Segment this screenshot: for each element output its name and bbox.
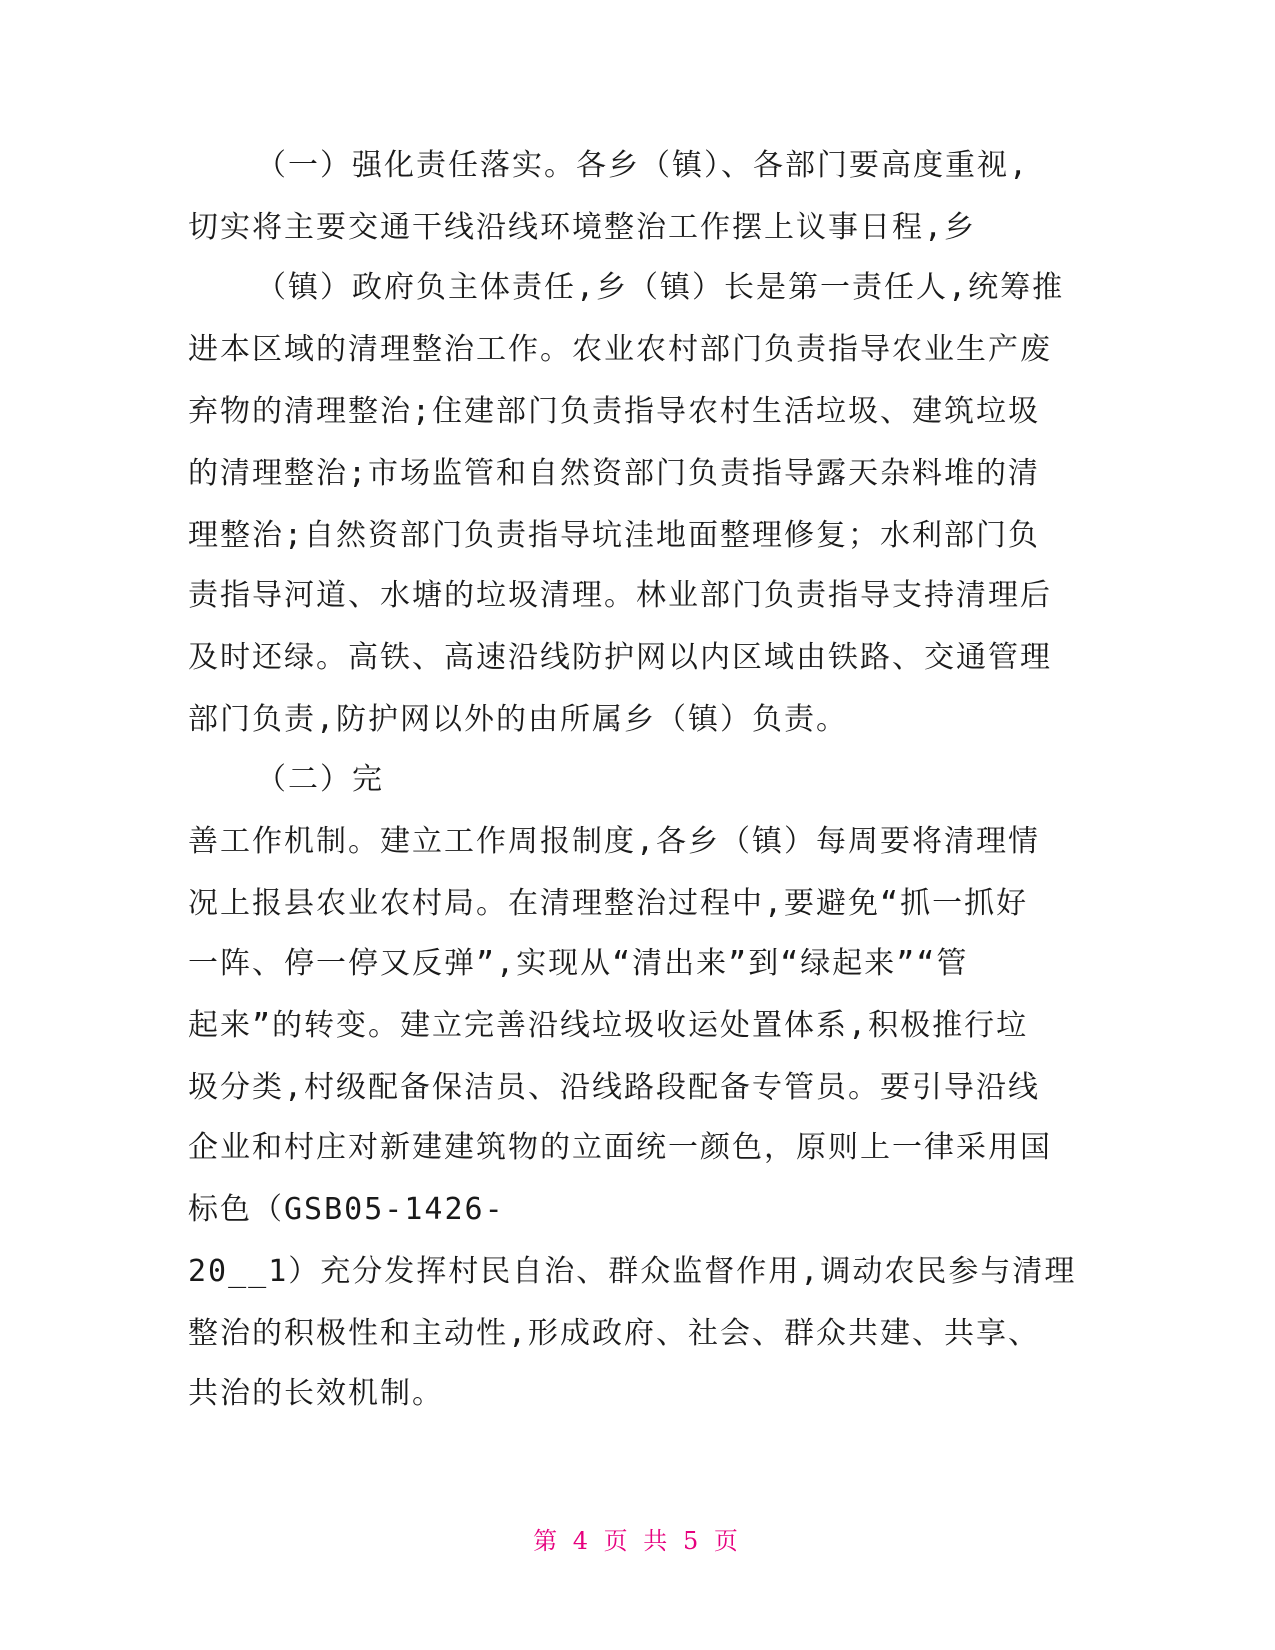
body-line-7: 理整治;自然资部门负责指导坑洼地面整理修复；水利部门负	[188, 518, 1041, 553]
body-line-2: 切实将主要交通干线沿线环境整治工作摆上议事日程,乡	[188, 210, 977, 245]
body-line-12: 善工作机制。建立工作周报制度,各乡（镇）每周要将清理情	[188, 824, 1041, 859]
section-heading-2: （二）完	[256, 762, 384, 797]
body-line-18: 标色（GSB05-1426-	[188, 1192, 505, 1227]
body-line-16: 圾分类,村级配备保洁员、沿线路段配备专管员。要引导沿线	[188, 1070, 1041, 1105]
body-line-17: 企业和村庄对新建建筑物的立面统一颜色，原则上一律采用国	[188, 1130, 1052, 1165]
body-line-13: 况上报县农业农村局。在清理整治过程中,要避免“抓一抓好	[188, 886, 1029, 921]
body-line-6: 的清理整治;市场监管和自然资部门负责指导露天杂料堆的清	[188, 456, 1041, 491]
body-line-15: 起来”的转变。建立完善沿线垃圾收运处置体系,积极推行垃	[188, 1008, 1029, 1043]
page-number-footer: 第 4 页 共 5 页	[533, 1527, 742, 1555]
body-line-8: 责指导河道、水塘的垃圾清理。林业部门负责指导支持清理后	[188, 578, 1052, 613]
body-line-21: 共治的长效机制。	[188, 1376, 444, 1411]
body-line-4: 进本区域的清理整治工作。农业农村部门负责指导农业生产废	[188, 332, 1052, 367]
body-line-10: 部门负责,防护网以外的由所属乡（镇）负责。	[188, 702, 849, 737]
body-line-3: （镇）政府负主体责任,乡（镇）长是第一责任人,统筹推	[256, 270, 1065, 305]
body-line-1: （一）强化责任落实。各乡（镇）、各部门要高度重视,	[256, 148, 1030, 183]
body-line-5: 弃物的清理整治;住建部门负责指导农村生活垃圾、建筑垃圾	[188, 394, 1041, 429]
body-line-20: 整治的积极性和主动性,形成政府、社会、群众共建、共享、	[188, 1316, 1041, 1351]
body-line-14: 一阵、停一停又反弹”,实现从“清出来”到“绿起来”“管	[188, 946, 969, 981]
body-line-9: 及时还绿。高铁、高速沿线防护网以内区域由铁路、交通管理	[188, 640, 1052, 675]
body-line-19: 20__1）充分发挥村民自治、群众监督作用,调动农民参与清理	[188, 1254, 1077, 1289]
